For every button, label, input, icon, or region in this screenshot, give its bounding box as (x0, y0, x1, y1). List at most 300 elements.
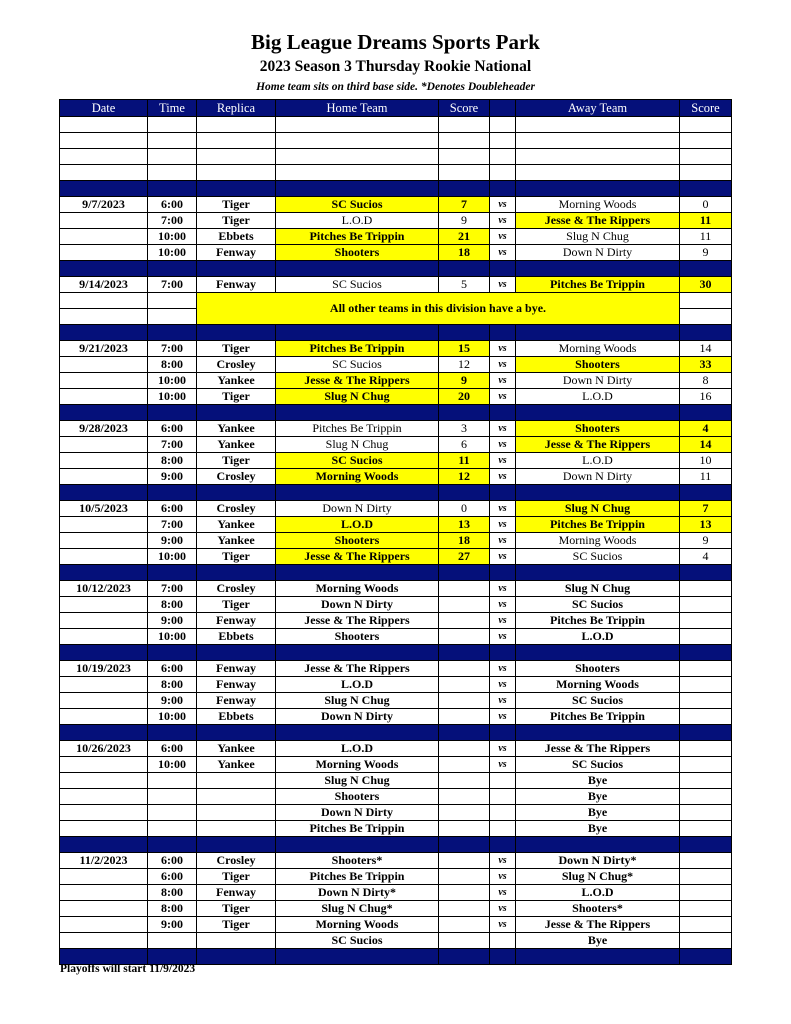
blank-cell (148, 149, 197, 165)
game-row (60, 517, 732, 533)
game-replica: Tiger (197, 197, 276, 213)
home-team: Pitches Be Trippin (276, 821, 439, 837)
home-score: 6 (439, 437, 490, 453)
game-row (60, 581, 732, 597)
vs-label: vs (490, 677, 516, 693)
game-time: 9:00 (148, 613, 197, 629)
vs-label: vs (490, 389, 516, 405)
game-date (60, 469, 148, 485)
blank-cell (439, 117, 490, 133)
home-team: Slug N Chug (276, 437, 439, 453)
vs-label: vs (490, 549, 516, 565)
home-score (439, 789, 490, 805)
band-cell (276, 725, 439, 741)
band-cell (276, 405, 439, 421)
game-date (60, 869, 148, 885)
away-team: Down N Dirty (516, 469, 680, 485)
week-separator-band (60, 565, 732, 581)
game-replica: Crosley (197, 853, 276, 869)
game-row (60, 533, 732, 549)
away-score (680, 597, 732, 613)
game-row (60, 197, 732, 213)
game-replica (197, 773, 276, 789)
game-replica: Crosley (197, 357, 276, 373)
game-replica: Tiger (197, 341, 276, 357)
game-date: 10/26/2023 (60, 741, 148, 757)
game-date (60, 789, 148, 805)
away-score (680, 869, 732, 885)
home-score: 0 (439, 501, 490, 517)
band-cell (680, 405, 732, 421)
home-team: L.O.D (276, 741, 439, 757)
band-cell (60, 325, 148, 341)
band-cell (60, 261, 148, 277)
band-cell (439, 949, 490, 965)
game-row (60, 501, 732, 517)
vs-label: vs (490, 277, 516, 293)
home-team: Down N Dirty* (276, 885, 439, 901)
home-team: L.O.D (276, 517, 439, 533)
blank-cell (680, 309, 732, 325)
away-team: Bye (516, 805, 680, 821)
away-score: 4 (680, 549, 732, 565)
away-score (680, 613, 732, 629)
blank-cell (197, 149, 276, 165)
vs-label: vs (490, 229, 516, 245)
home-score (439, 741, 490, 757)
away-team: Morning Woods (516, 341, 680, 357)
week-separator-band (60, 485, 732, 501)
col-header-date: Date (60, 100, 148, 117)
game-time: 10:00 (148, 549, 197, 565)
home-score: 18 (439, 533, 490, 549)
blank-cell (197, 117, 276, 133)
game-date (60, 213, 148, 229)
home-team: Shooters (276, 789, 439, 805)
game-time: 6:00 (148, 421, 197, 437)
game-time: 8:00 (148, 901, 197, 917)
blank-cell (490, 165, 516, 181)
game-time: 10:00 (148, 245, 197, 261)
band-cell (439, 725, 490, 741)
band-cell (197, 725, 276, 741)
game-time (148, 789, 197, 805)
away-team: Shooters (516, 661, 680, 677)
game-date (60, 805, 148, 821)
away-score (680, 789, 732, 805)
band-cell (197, 261, 276, 277)
blank-cell (490, 149, 516, 165)
game-date (60, 597, 148, 613)
game-date (60, 373, 148, 389)
blank-cell (680, 117, 732, 133)
home-score (439, 629, 490, 645)
home-score (439, 693, 490, 709)
home-score: 12 (439, 357, 490, 373)
home-team: Slug N Chug (276, 773, 439, 789)
game-row (60, 245, 732, 261)
game-date (60, 773, 148, 789)
game-time: 10:00 (148, 709, 197, 725)
game-row (60, 661, 732, 677)
away-team: Bye (516, 933, 680, 949)
game-time: 10:00 (148, 389, 197, 405)
band-cell (197, 181, 276, 197)
game-replica: Fenway (197, 693, 276, 709)
blank-cell (60, 293, 148, 309)
home-score (439, 805, 490, 821)
band-cell (60, 837, 148, 853)
blank-row (60, 149, 732, 165)
game-time (148, 821, 197, 837)
home-score: 21 (439, 229, 490, 245)
game-time: 7:00 (148, 277, 197, 293)
game-date (60, 933, 148, 949)
game-date (60, 757, 148, 773)
band-cell (680, 645, 732, 661)
band-cell (490, 645, 516, 661)
game-replica: Fenway (197, 661, 276, 677)
game-time: 10:00 (148, 757, 197, 773)
vs-label: vs (490, 741, 516, 757)
game-row (60, 853, 732, 869)
blank-cell (197, 165, 276, 181)
blank-cell (490, 133, 516, 149)
game-replica: Yankee (197, 437, 276, 453)
away-team: Pitches Be Trippin (516, 709, 680, 725)
page-subtitle: 2023 Season 3 Thursday Rookie National (259, 58, 532, 75)
game-time: 6:00 (148, 197, 197, 213)
game-date (60, 549, 148, 565)
game-replica: Crosley (197, 501, 276, 517)
band-cell (197, 565, 276, 581)
home-team: Jesse & The Rippers (276, 661, 439, 677)
game-replica: Fenway (197, 277, 276, 293)
vs-label: vs (490, 629, 516, 645)
vs-label: vs (490, 197, 516, 213)
home-team: Shooters (276, 629, 439, 645)
game-time: 8:00 (148, 597, 197, 613)
blank-cell (276, 149, 439, 165)
blank-cell (148, 293, 197, 309)
blank-cell (516, 117, 680, 133)
game-row (60, 917, 732, 933)
band-cell (276, 325, 439, 341)
band-cell (490, 405, 516, 421)
col-header-home-team: Home Team (276, 100, 439, 117)
home-team: Morning Woods (276, 581, 439, 597)
blank-cell (197, 133, 276, 149)
schedule-body (60, 117, 732, 965)
blank-cell (276, 117, 439, 133)
blank-cell (60, 133, 148, 149)
away-score (680, 773, 732, 789)
band-cell (276, 565, 439, 581)
away-score: 9 (680, 533, 732, 549)
vs-label: vs (490, 853, 516, 869)
blank-row (60, 165, 732, 181)
blank-cell (680, 293, 732, 309)
away-team: L.O.D (516, 885, 680, 901)
game-replica: Fenway (197, 677, 276, 693)
away-score: 9 (680, 245, 732, 261)
home-team: Morning Woods (276, 469, 439, 485)
band-cell (148, 837, 197, 853)
game-replica: Crosley (197, 581, 276, 597)
home-team: Shooters* (276, 853, 439, 869)
game-date: 10/12/2023 (60, 581, 148, 597)
blank-cell (60, 149, 148, 165)
band-cell (516, 485, 680, 501)
vs-label: vs (490, 421, 516, 437)
home-team: Jesse & The Rippers (276, 549, 439, 565)
blank-cell (276, 165, 439, 181)
game-time: 7:00 (148, 517, 197, 533)
game-row (60, 597, 732, 613)
vs-label: vs (490, 757, 516, 773)
band-cell (60, 725, 148, 741)
away-team: Slug N Chug* (516, 869, 680, 885)
week-separator-band (60, 325, 732, 341)
away-team: L.O.D (516, 389, 680, 405)
away-score (680, 933, 732, 949)
away-team: Jesse & The Rippers (516, 741, 680, 757)
band-cell (680, 325, 732, 341)
game-time: 7:00 (148, 213, 197, 229)
game-row (60, 613, 732, 629)
game-row (60, 229, 732, 245)
blank-cell (60, 309, 148, 325)
home-score: 5 (439, 277, 490, 293)
home-team: Slug N Chug (276, 693, 439, 709)
game-time: 10:00 (148, 229, 197, 245)
away-team: Shooters (516, 357, 680, 373)
home-score (439, 869, 490, 885)
band-cell (197, 949, 276, 965)
away-score: 13 (680, 517, 732, 533)
home-score (439, 885, 490, 901)
home-team: SC Sucios (276, 197, 439, 213)
blank-cell (276, 133, 439, 149)
away-team: Slug N Chug (516, 229, 680, 245)
game-row (60, 933, 732, 949)
page-title: Big League Dreams Sports Park (251, 30, 540, 54)
vs-label: vs (490, 437, 516, 453)
band-cell (516, 949, 680, 965)
home-score: 13 (439, 517, 490, 533)
blank-cell (148, 117, 197, 133)
away-score (680, 853, 732, 869)
game-time (148, 805, 197, 821)
away-team: SC Sucios (516, 549, 680, 565)
game-replica: Ebbets (197, 229, 276, 245)
home-score: 11 (439, 453, 490, 469)
away-team: Down N Dirty* (516, 853, 680, 869)
schedule-note: Home team sits on third base side. *Denotes Doubleheader (256, 81, 535, 93)
away-score: 11 (680, 469, 732, 485)
away-score (680, 629, 732, 645)
away-team: Jesse & The Rippers (516, 917, 680, 933)
week-separator-band (60, 725, 732, 741)
vs-label: vs (490, 245, 516, 261)
home-team: Jesse & The Rippers (276, 613, 439, 629)
game-row (60, 757, 732, 773)
vs-label (490, 789, 516, 805)
game-time: 6:00 (148, 741, 197, 757)
band-cell (490, 725, 516, 741)
game-replica: Tiger (197, 549, 276, 565)
band-cell (490, 261, 516, 277)
blank-cell (439, 165, 490, 181)
band-cell (276, 485, 439, 501)
home-team: Morning Woods (276, 757, 439, 773)
blank-cell (490, 117, 516, 133)
home-score: 12 (439, 469, 490, 485)
away-team: Down N Dirty (516, 245, 680, 261)
game-row (60, 213, 732, 229)
band-cell (516, 645, 680, 661)
blank-cell (516, 133, 680, 149)
game-date (60, 917, 148, 933)
away-team: Pitches Be Trippin (516, 517, 680, 533)
band-cell (680, 261, 732, 277)
home-team: Morning Woods (276, 917, 439, 933)
game-replica: Crosley (197, 469, 276, 485)
game-replica (197, 805, 276, 821)
blank-row (60, 133, 732, 149)
game-date (60, 533, 148, 549)
band-cell (516, 725, 680, 741)
band-cell (60, 485, 148, 501)
vs-label: vs (490, 469, 516, 485)
away-team: Down N Dirty (516, 373, 680, 389)
col-header-home-score: Score (439, 100, 490, 117)
game-row (60, 421, 732, 437)
game-replica: Yankee (197, 421, 276, 437)
away-score (680, 581, 732, 597)
game-row (60, 277, 732, 293)
game-date (60, 453, 148, 469)
game-row (60, 373, 732, 389)
game-row (60, 789, 732, 805)
vs-label: vs (490, 517, 516, 533)
home-team: SC Sucios (276, 357, 439, 373)
game-time: 10:00 (148, 629, 197, 645)
band-cell (490, 837, 516, 853)
away-score (680, 901, 732, 917)
game-replica (197, 821, 276, 837)
home-team: Slug N Chug (276, 389, 439, 405)
home-team: L.O.D (276, 213, 439, 229)
band-cell (680, 485, 732, 501)
band-cell (60, 565, 148, 581)
home-team: Down N Dirty (276, 709, 439, 725)
away-team: Jesse & The Rippers (516, 437, 680, 453)
col-header-away-score: Score (680, 100, 732, 117)
game-replica: Tiger (197, 453, 276, 469)
vs-label: vs (490, 341, 516, 357)
game-time: 9:00 (148, 693, 197, 709)
home-score (439, 677, 490, 693)
band-cell (439, 261, 490, 277)
vs-label: vs (490, 709, 516, 725)
away-team: Morning Woods (516, 197, 680, 213)
game-replica: Yankee (197, 533, 276, 549)
home-team: Pitches Be Trippin (276, 421, 439, 437)
blank-cell (516, 165, 680, 181)
home-score: 18 (439, 245, 490, 261)
away-score (680, 757, 732, 773)
game-time: 10:00 (148, 373, 197, 389)
away-score: 16 (680, 389, 732, 405)
away-team: Bye (516, 773, 680, 789)
game-replica: Tiger (197, 869, 276, 885)
away-score (680, 805, 732, 821)
blank-cell (148, 133, 197, 149)
band-cell (148, 325, 197, 341)
band-cell (60, 181, 148, 197)
vs-label: vs (490, 661, 516, 677)
game-date (60, 517, 148, 533)
game-row (60, 741, 732, 757)
vs-label: vs (490, 581, 516, 597)
game-replica (197, 933, 276, 949)
home-score (439, 853, 490, 869)
band-cell (276, 181, 439, 197)
band-cell (148, 181, 197, 197)
band-cell (680, 837, 732, 853)
band-cell (197, 485, 276, 501)
col-header-away-team: Away Team (516, 100, 680, 117)
game-replica: Tiger (197, 901, 276, 917)
away-score: 11 (680, 229, 732, 245)
away-score: 0 (680, 197, 732, 213)
game-replica (197, 789, 276, 805)
band-cell (148, 485, 197, 501)
game-replica: Yankee (197, 517, 276, 533)
band-cell (680, 725, 732, 741)
game-row (60, 885, 732, 901)
table-header-row (60, 100, 732, 117)
vs-label: vs (490, 501, 516, 517)
blank-row (60, 117, 732, 133)
home-team: Pitches Be Trippin (276, 341, 439, 357)
game-date (60, 357, 148, 373)
home-score (439, 709, 490, 725)
home-score (439, 773, 490, 789)
vs-label (490, 773, 516, 789)
away-team: Pitches Be Trippin (516, 277, 680, 293)
band-cell (148, 645, 197, 661)
band-cell (276, 837, 439, 853)
away-score (680, 917, 732, 933)
week-separator-band (60, 181, 732, 197)
week-separator-band (60, 405, 732, 421)
band-cell (148, 261, 197, 277)
home-team: Slug N Chug* (276, 901, 439, 917)
vs-label (490, 821, 516, 837)
blank-cell (60, 165, 148, 181)
game-replica: Tiger (197, 917, 276, 933)
away-score: 7 (680, 501, 732, 517)
vs-label: vs (490, 373, 516, 389)
col-header-replica: Replica (197, 100, 276, 117)
home-score: 20 (439, 389, 490, 405)
away-team: Morning Woods (516, 677, 680, 693)
vs-label: vs (490, 453, 516, 469)
bye-note: All other teams in this division have a bye. (197, 293, 680, 325)
bye-note-row (60, 293, 732, 309)
